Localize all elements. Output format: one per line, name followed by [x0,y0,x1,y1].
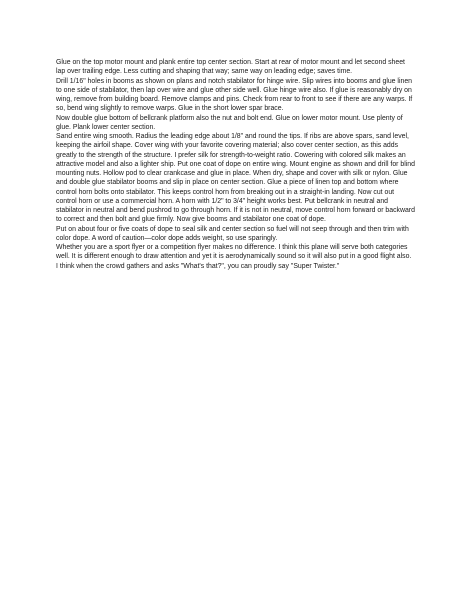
paragraph-top-motor-mount: Glue on the top motor mount and plank entire top center section. Start at rear of motor mount and let second sheet lap over trailing edge. Less cutting and shaping that way; same way on leading edge; saves time. [56,59,405,76]
paragraph-sand-and-cover: Sand entire wing smooth. Radius the leading edge about 1/8" and round the tips. If ribs are above spars, sand level, keeping the airfoil shape. Cover wing with your favorite covering material; also cover center section, as this adds greatly to the strength of the structure. I prefer silk for strength-to-weight ratio. Cowering with colored silk makes an attractive model and also a lighter ship. Put one coat of dope on entire wing. Mount engine as shown and drill for blind mounting nuts. Hollow pod to clear crankcase and glue in place. When dry, shape and cover with silk or nylon. Glue and double glue stabilator booms and slip in place on center section. Glue a piece of linen top and bottom where control horn bolts onto stabilator. This keeps control horn from breaking out in a straight-in landing. Now cut out control horn or use a commercial horn. A horn with 1/2" to 3/4" height works best. Put bellcrank in neutral and stabilator in neutral and bend pushrod to go through horn. If it is not in neutral, move control horn forward or backward to correct and then bolt and glue firmly. Now give booms and stabilator one coat of dope. [56,133,415,224]
body-text [56,58,416,271]
paragraph-dope-coats: Put on about four or five coats of dope to seal silk and center section so fuel will not seep through and then trim with color dope. A word of caution—color dope adds weight, so use sparingly. [56,225,409,242]
paragraph-closing: I think when the crowd gathers and asks "What's that?", you can proudly say "Super Twister." [56,262,340,270]
paragraph-drill-booms: Drill 1/16" holes in booms as shown on plans and notch stabilator for hinge wire. Slip wires into booms and glue linen to one side of stabilator, then lap over wire and glue other side well. Glue hinge wire also. If glue is reasonably dry on wing, remove from building board. Remove clamps and pins. Check from rear to front to see if there are any warps. If so, bend wing slightly to remove warps. Glue in the short lower spar brace. [56,77,413,113]
paragraph-sport-competition: Whether you are a sport flyer or a competition flyer makes no difference. I think this plane will serve both categories well. It is different enough to draw attention and yet it is aerodynamically sound so it will also put in a good flight also. [56,244,412,261]
paragraph-bellcrank-platform: Now double glue bottom of bellcrank platform also the nut and bolt end. Glue on lower motor mount. Use plenty of glue. Plank lower center section. [56,114,403,131]
